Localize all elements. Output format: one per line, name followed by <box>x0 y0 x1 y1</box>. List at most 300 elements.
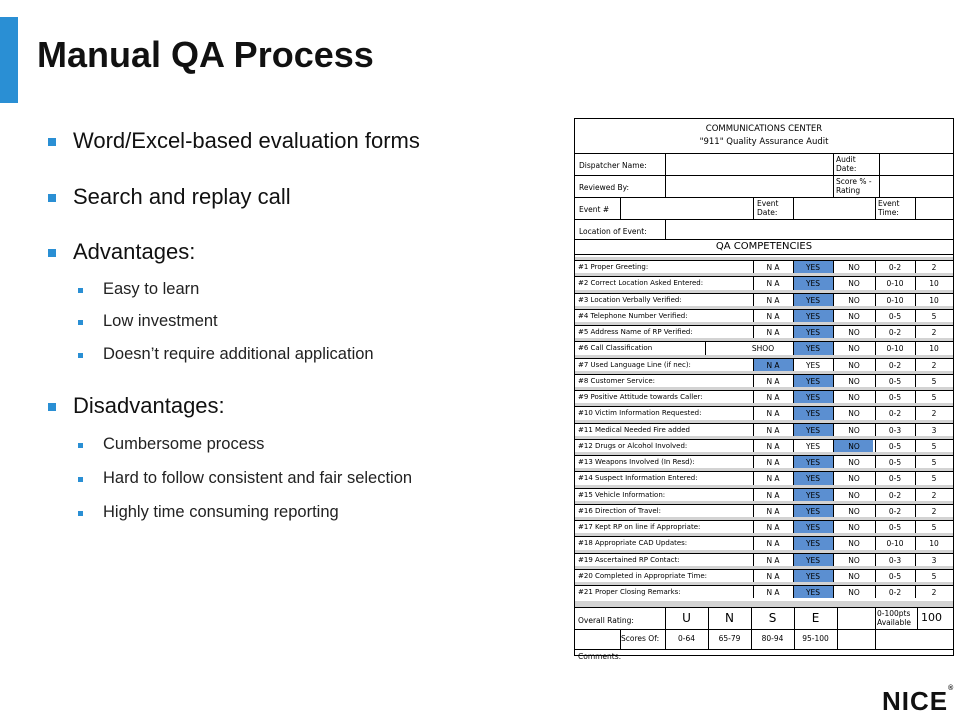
competency-yes: YES <box>805 425 821 435</box>
form-column-rule <box>915 309 916 322</box>
form-column-rule <box>915 439 916 452</box>
competency-label: #20 Completed in Appropriate Time: <box>578 571 708 580</box>
form-rule <box>575 260 953 261</box>
competency-no: NO <box>848 425 860 435</box>
competency-no: NO <box>848 409 860 419</box>
form-column-rule <box>875 553 876 566</box>
form-column-rule <box>753 406 754 419</box>
form-column-rule <box>833 341 834 354</box>
form-column-rule <box>915 276 916 289</box>
form-column-rule <box>875 197 876 219</box>
form-column-rule <box>793 390 794 403</box>
competency-yes: YES <box>805 555 821 565</box>
competency-no: NO <box>848 376 860 386</box>
form-column-rule <box>875 455 876 468</box>
competency-label: #7 Used Language Line (if nec): <box>578 360 691 369</box>
form-column-rule <box>793 585 794 598</box>
form-rule <box>575 175 953 176</box>
competency-no: NO <box>848 588 860 597</box>
competency-score: 10 <box>929 539 939 549</box>
form-column-rule <box>875 406 876 419</box>
form-column-rule <box>753 520 754 533</box>
form-column-rule <box>833 536 834 549</box>
competency-yes: YES <box>805 295 821 305</box>
form-column-rule <box>875 260 876 273</box>
competency-no: NO <box>848 393 860 402</box>
competency-no: NO <box>848 490 860 500</box>
form-column-rule <box>833 423 834 436</box>
form-rule <box>575 219 953 220</box>
score-rating-label: Score % - Rating <box>836 177 872 195</box>
competency-score: 2 <box>931 506 937 516</box>
competency-label: #21 Proper Closing Remarks: <box>578 588 681 596</box>
competency-na: N A <box>766 441 780 451</box>
sub-bullet-item: Easy to learn <box>48 280 199 299</box>
form-column-rule <box>793 423 794 436</box>
form-column-rule <box>875 439 876 452</box>
competency-na: N A <box>766 474 780 484</box>
form-rule <box>575 439 953 440</box>
form-column-rule <box>915 406 916 419</box>
form-rule <box>575 254 953 255</box>
audit-date-label: Audit Date: <box>836 155 857 173</box>
form-column-rule <box>793 471 794 484</box>
form-column-rule <box>875 341 876 354</box>
form-column-rule <box>793 260 794 273</box>
form-column-rule <box>753 439 754 452</box>
form-column-rule <box>665 219 666 239</box>
sub-bullet-item: Low investment <box>48 312 218 331</box>
form-column-rule <box>753 309 754 322</box>
score-range: 95-100 <box>802 634 829 644</box>
form-column-rule <box>833 276 834 289</box>
form-column-rule <box>793 293 794 306</box>
form-column-rule <box>915 553 916 566</box>
competency-score: 3 <box>931 555 937 565</box>
form-column-rule <box>875 423 876 436</box>
competency-no: NO <box>848 458 860 467</box>
form-column-rule <box>837 607 838 649</box>
form-rule <box>575 325 953 326</box>
competency-na: N A <box>766 555 780 565</box>
competency-range: 0-10 <box>886 539 904 549</box>
form-column-rule <box>833 585 834 598</box>
form-column-rule <box>793 553 794 566</box>
form-column-rule <box>753 488 754 501</box>
form-rule <box>575 607 953 608</box>
competency-yes: YES <box>805 263 821 272</box>
competency-yes: YES <box>805 393 821 402</box>
competency-na: N A <box>766 506 780 516</box>
form-column-rule <box>875 390 876 403</box>
competency-yes: YES <box>805 539 821 549</box>
form-column-rule <box>875 488 876 501</box>
logo-text: NICE <box>882 686 949 716</box>
competency-range: 0-10 <box>886 279 904 289</box>
form-column-rule <box>833 406 834 419</box>
competency-score: 5 <box>931 393 937 402</box>
bullet-item: Search and replay call <box>48 184 291 210</box>
competency-yes: YES <box>805 311 821 321</box>
form-column-rule <box>793 569 794 582</box>
competency-na: N A <box>766 393 780 402</box>
form-column-rule <box>793 520 794 533</box>
competency-na: N A <box>766 360 780 370</box>
competency-range: 0-2 <box>888 409 902 419</box>
qa-audit-form <box>574 118 954 662</box>
form-column-rule <box>833 520 834 533</box>
form-rule <box>575 406 953 407</box>
form-column-rule <box>753 536 754 549</box>
form-column-rule <box>875 358 876 371</box>
competency-na: N A <box>766 571 780 581</box>
form-column-rule <box>753 276 754 289</box>
competency-no: NO <box>848 539 860 549</box>
form-column-rule <box>875 536 876 549</box>
competency-label: #14 Suspect Information Entered: <box>578 474 698 483</box>
competency-score: 2 <box>931 328 937 337</box>
form-title-line-2: "911" Quality Assurance Audit <box>699 137 829 147</box>
competency-yes: YES <box>805 279 821 289</box>
overall-rating-label: Overall Rating: <box>578 616 634 626</box>
competency-range: 0-5 <box>888 441 902 451</box>
form-rule <box>575 553 953 554</box>
form-column-rule <box>917 607 918 629</box>
competency-range: 0-2 <box>888 490 902 500</box>
form-column-rule <box>915 536 916 549</box>
form-column-rule <box>915 341 916 354</box>
competency-label: #4 Telephone Number Verified: <box>578 311 688 320</box>
sub-bullet-item: Hard to follow consistent and fair selection <box>48 469 412 488</box>
form-rule <box>575 520 953 521</box>
form-column-rule <box>793 504 794 517</box>
form-rule <box>575 536 953 537</box>
competency-na: N A <box>766 490 780 500</box>
competency-no: NO <box>848 555 860 565</box>
rating-letter: E <box>811 611 820 626</box>
form-column-rule <box>793 309 794 322</box>
form-column-rule <box>833 390 834 403</box>
bullet-item: Disadvantages: <box>48 393 225 419</box>
competency-label: #19 Ascertained RP Contact: <box>578 555 680 564</box>
competency-range: 0-5 <box>888 474 902 484</box>
form-column-rule <box>793 374 794 387</box>
form-column-rule <box>753 504 754 517</box>
form-column-rule <box>833 455 834 468</box>
competency-score: 2 <box>931 409 937 419</box>
form-column-rule <box>793 341 794 354</box>
competency-range: 0-5 <box>888 376 902 386</box>
form-column-rule <box>875 309 876 322</box>
competency-yes: YES <box>805 360 821 370</box>
competency-no: NO <box>848 506 860 516</box>
form-rule <box>575 504 953 505</box>
form-column-rule <box>753 197 754 219</box>
form-column-rule <box>753 585 754 598</box>
competency-range: 0-2 <box>888 263 902 272</box>
competency-label: #1 Proper Greeting: <box>578 263 649 271</box>
competency-range: 0-5 <box>888 393 902 402</box>
competency-label: #11 Medical Needed Fire added <box>578 425 690 434</box>
competency-score: 2 <box>931 588 937 597</box>
form-rule <box>575 455 953 456</box>
form-title-line-1: COMMUNICATIONS CENTER <box>705 124 823 134</box>
form-rule <box>575 374 953 375</box>
competency-score: 10 <box>929 344 939 354</box>
form-column-rule <box>915 197 916 219</box>
competency-label: #15 Vehicle Information: <box>578 490 666 499</box>
form-rule <box>575 423 953 424</box>
form-column-rule <box>875 520 876 533</box>
sub-bullet-item: Cumbersome process <box>48 435 264 454</box>
competency-na: N A <box>766 409 780 419</box>
form-column-rule <box>875 325 876 338</box>
nice-logo <box>882 686 954 717</box>
title-accent-bar <box>0 17 18 103</box>
competency-range: 0-3 <box>888 555 902 565</box>
competency-no: NO <box>848 311 860 321</box>
form-column-rule <box>915 455 916 468</box>
form-rule <box>575 309 953 310</box>
scores-of-label: Scores Of: <box>621 634 660 644</box>
competency-range: 0-10 <box>886 295 904 305</box>
form-rule <box>575 153 953 154</box>
form-column-rule <box>915 260 916 273</box>
form-column-rule <box>793 455 794 468</box>
competency-score: 10 <box>929 295 939 305</box>
form-column-rule <box>875 504 876 517</box>
competency-label: #13 Weapons Involved (In Resd): <box>578 458 695 466</box>
competency-na: N A <box>766 539 780 549</box>
logo-registered-mark: ® <box>948 685 955 693</box>
form-column-rule <box>915 358 916 371</box>
competency-yes: YES <box>805 344 821 354</box>
form-column-rule <box>753 260 754 273</box>
competency-no: NO <box>848 279 860 289</box>
competency-na: N A <box>766 588 780 597</box>
form-column-rule <box>793 488 794 501</box>
form-rule <box>575 293 953 294</box>
form-column-rule <box>833 293 834 306</box>
competency-range: 0-10 <box>886 344 904 354</box>
competency-score: 5 <box>931 376 937 386</box>
form-column-rule <box>833 471 834 484</box>
competency-no: NO <box>848 523 860 532</box>
slide-title: Manual QA Process <box>37 34 374 75</box>
form-column-rule <box>793 406 794 419</box>
form-rule <box>575 239 953 240</box>
form-column-rule <box>915 325 916 338</box>
form-column-rule <box>915 488 916 501</box>
competency-yes: YES <box>805 458 821 467</box>
competency-score: 5 <box>931 311 937 321</box>
form-rule <box>575 276 953 277</box>
competency-na: N A <box>766 311 780 321</box>
competency-score: 5 <box>931 474 937 484</box>
competency-label: #18 Appropriate CAD Updates: <box>578 539 688 548</box>
form-column-rule <box>620 197 621 219</box>
competency-label: #9 Positive Attitude towards Caller: <box>578 393 703 401</box>
form-column-rule <box>875 374 876 387</box>
score-range: 80-94 <box>761 634 784 644</box>
form-column-rule <box>833 358 834 371</box>
competency-yes: YES <box>805 441 821 451</box>
form-column-rule <box>753 374 754 387</box>
competency-na: N A <box>766 295 780 305</box>
form-column-rule <box>793 276 794 289</box>
points-available-label: 0-100pts Available <box>877 609 911 628</box>
form-column-rule <box>753 553 754 566</box>
competency-score: 2 <box>931 360 937 370</box>
form-column-rule <box>875 585 876 598</box>
competency-label: #10 Victim Information Requested: <box>578 409 702 418</box>
competency-na: N A <box>766 279 780 289</box>
competency-label: #3 Location Verbally Verified: <box>578 295 682 304</box>
form-rule <box>575 471 953 472</box>
form-column-rule <box>915 520 916 533</box>
form-column-rule <box>753 471 754 484</box>
form-rule <box>575 629 953 630</box>
form-column-rule <box>915 504 916 517</box>
competency-range: 0-5 <box>888 523 902 532</box>
form-column-rule <box>753 569 754 582</box>
competency-yes: YES <box>805 571 821 581</box>
form-column-rule <box>875 607 876 649</box>
competency-range: 0-2 <box>888 328 902 337</box>
form-column-rule <box>915 585 916 598</box>
competency-score: 10 <box>929 279 939 289</box>
competency-score: 5 <box>931 458 937 467</box>
form-column-rule <box>793 325 794 338</box>
competency-label: #8 Customer Service: <box>578 376 655 385</box>
rating-letter: S <box>768 611 777 626</box>
form-column-rule <box>915 569 916 582</box>
competency-yes: YES <box>805 588 821 597</box>
competency-range: 0-2 <box>888 588 902 597</box>
score-range: 0-64 <box>677 634 696 644</box>
form-column-rule <box>915 471 916 484</box>
form-column-rule <box>705 341 706 354</box>
competency-no: NO <box>848 295 860 305</box>
form-column-rule <box>833 553 834 566</box>
form-column-rule <box>915 374 916 387</box>
competency-score: 5 <box>931 441 937 451</box>
competency-label: #16 Direction of Travel: <box>578 506 661 515</box>
form-column-rule <box>753 390 754 403</box>
competency-na: N A <box>766 263 780 272</box>
competency-yes: YES <box>805 409 821 419</box>
form-column-rule <box>915 423 916 436</box>
competency-range: 0-5 <box>888 458 902 467</box>
event-date-label: Event Date: <box>757 199 779 217</box>
competency-score: 2 <box>931 490 937 500</box>
competency-label: #17 Kept RP on line if Appropriate: <box>578 523 701 531</box>
form-column-rule <box>915 390 916 403</box>
competency-yes: YES <box>805 490 821 500</box>
competency-yes: YES <box>805 523 821 532</box>
competency-score: 5 <box>931 571 937 581</box>
competency-no: NO <box>848 441 860 451</box>
form-column-rule <box>753 293 754 306</box>
competency-range: 0-2 <box>888 506 902 516</box>
competency-na: N A <box>766 328 780 337</box>
reviewed-by-label: Reviewed By: <box>579 183 630 192</box>
competency-no: NO <box>848 328 860 337</box>
form-column-rule <box>875 569 876 582</box>
competency-label: #5 Address Name of RP Verified: <box>578 328 693 336</box>
form-column-rule <box>833 504 834 517</box>
form-rule <box>575 341 953 342</box>
competency-yes: YES <box>805 376 821 386</box>
bullet-item: Advantages: <box>48 239 195 265</box>
competencies-title: QA COMPETENCIES <box>715 241 813 252</box>
form-rule <box>575 197 953 198</box>
form-column-rule <box>753 455 754 468</box>
competency-no: NO <box>848 263 860 272</box>
competency-label: #6 Call Classification <box>578 344 653 353</box>
form-rule <box>575 488 953 489</box>
score-range: 65-79 <box>718 634 741 644</box>
competency-no: NO <box>848 571 860 581</box>
bullet-item: Word/Excel-based evaluation forms <box>48 128 420 154</box>
competency-no: NO <box>848 344 860 354</box>
form-rule <box>575 390 953 391</box>
form-rule <box>575 569 953 570</box>
rating-letter: U <box>682 611 691 626</box>
competency-no: NO <box>848 360 860 370</box>
form-column-rule <box>915 293 916 306</box>
competency-yes: YES <box>805 328 821 337</box>
form-column-rule <box>875 293 876 306</box>
form-column-rule <box>753 325 754 338</box>
form-column-rule <box>753 358 754 371</box>
form-rule <box>575 649 953 650</box>
form-column-rule <box>793 439 794 452</box>
competency-yes: YES <box>805 474 821 484</box>
form-column-rule <box>833 439 834 452</box>
competency-range: 0-5 <box>888 571 902 581</box>
competency-yes: YES <box>805 506 821 516</box>
event-time-label: Event Time: <box>878 199 900 217</box>
competency-score: 3 <box>931 425 937 435</box>
form-column-rule <box>833 374 834 387</box>
form-column-rule <box>833 260 834 273</box>
event-number-label: Event # <box>579 205 610 214</box>
competency-score: 5 <box>931 523 937 532</box>
form-column-rule <box>833 488 834 501</box>
rating-letter: N <box>725 611 734 626</box>
competency-range: 0-2 <box>888 360 902 370</box>
competency-na: N A <box>766 523 780 532</box>
dispatcher-label: Dispatcher Name: <box>579 161 647 170</box>
comments-label: Comments: <box>578 652 622 662</box>
form-column-rule <box>753 423 754 436</box>
competency-score: 2 <box>931 263 937 272</box>
total-points: 100 <box>921 611 942 625</box>
competency-label: #2 Correct Location Asked Entered: <box>578 279 704 288</box>
competency-na: N A <box>766 376 780 386</box>
form-column-rule <box>875 276 876 289</box>
form-column-rule <box>793 358 794 371</box>
competency-na: SHOO <box>751 344 775 354</box>
form-column-rule <box>833 569 834 582</box>
form-column-rule <box>833 325 834 338</box>
location-label: Location of Event: <box>579 227 647 236</box>
form-column-rule <box>875 471 876 484</box>
form-column-rule <box>620 629 621 649</box>
competency-label: #12 Drugs or Alcohol Involved: <box>578 441 688 450</box>
competency-na: N A <box>766 458 780 467</box>
